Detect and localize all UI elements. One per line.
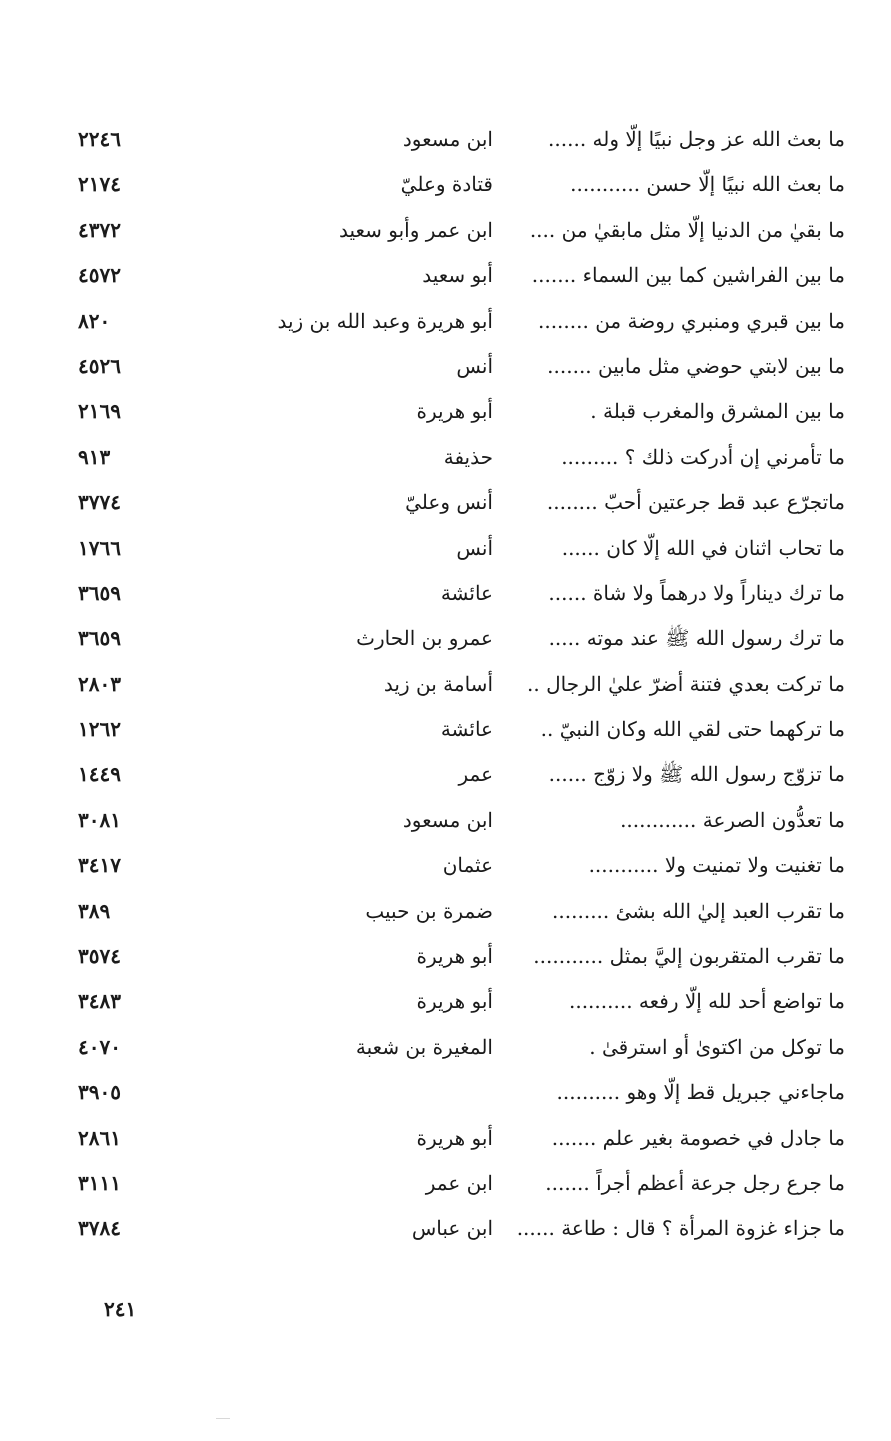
scan-artifact-mark bbox=[216, 1418, 230, 1419]
index-entry bbox=[0, 1071, 891, 1116]
narrator-name: أبو هريرة وعبد الله بن زيد bbox=[277, 308, 493, 333]
hadith-incipit: ما بين لابتي حوضي مثل مابين ....... bbox=[547, 353, 845, 378]
index-entry bbox=[0, 708, 891, 753]
index-entry bbox=[0, 254, 891, 299]
hadith-number: ١٢٦٢ bbox=[78, 717, 121, 742]
index-entry bbox=[0, 1207, 891, 1252]
hadith-incipit: ماجاءني جبريل قط إلَّا وهو .......... bbox=[556, 1080, 845, 1105]
hadith-number: ٣٤١٧ bbox=[78, 853, 121, 878]
narrator-name: ضمرة بن حبيب bbox=[365, 898, 493, 923]
hadith-incipit: ما بين المشرق والمغرب قبلة . bbox=[590, 399, 845, 424]
hadith-number: ٣٦٥٩ bbox=[78, 580, 121, 605]
index-entry bbox=[0, 980, 891, 1025]
hadith-number: ٢٨٠٣ bbox=[78, 671, 121, 696]
hadith-number: ٣٨٩ bbox=[78, 898, 111, 923]
hadith-incipit: ما تعدُّون الصرعة ............ bbox=[620, 807, 845, 832]
hadith-number: ٢١٦٩ bbox=[78, 399, 121, 424]
narrator-name: ابن عمر bbox=[425, 1170, 493, 1195]
narrator-name: قتادة وعليّ bbox=[400, 172, 493, 197]
index-entry bbox=[0, 844, 891, 889]
hadith-number: ٢٨٦١ bbox=[78, 1125, 121, 1150]
hadith-incipit: ما بعث الله نبيًا إلَّا حسن ........... bbox=[570, 172, 845, 197]
narrator-name: أبو هريرة bbox=[416, 989, 493, 1014]
hadith-incipit: ما ترك رسول الله ﷺ عند موته ..... bbox=[548, 626, 845, 651]
narrator-name: أبو هريرة bbox=[416, 944, 493, 969]
hadith-number: ٩١٣ bbox=[78, 444, 111, 469]
hadith-incipit: ما بين الفراشين كما بين السماء ....... bbox=[531, 263, 845, 288]
hadith-number: ٣٧٨٤ bbox=[78, 1216, 121, 1241]
hadith-number: ٣٧٧٤ bbox=[78, 490, 121, 515]
narrator-name: ابن مسعود bbox=[402, 127, 493, 151]
narrator-name: أسامة بن زيد bbox=[383, 671, 493, 696]
hadith-incipit: ما ترك ديناراً ولا درهماً ولا شاة ...... bbox=[548, 580, 845, 605]
hadith-number: ٣١١١ bbox=[78, 1170, 121, 1195]
index-entry bbox=[0, 300, 891, 345]
page-number: ٢٤١ bbox=[104, 1297, 137, 1321]
hadith-number: ٢١٧٤ bbox=[78, 172, 121, 197]
index-entry bbox=[0, 663, 891, 708]
hadith-incipit: ما توكل من اكتوىٰ أو استرقىٰ . bbox=[589, 1034, 845, 1059]
index-entry bbox=[0, 1117, 891, 1162]
hadith-incipit: ما تركت بعدي فتنة أضرّ عليٰ الرجال .. bbox=[527, 671, 845, 696]
index-entry bbox=[0, 118, 891, 163]
narrator-name: أبو سعيد bbox=[422, 263, 493, 288]
index-entry bbox=[0, 436, 891, 481]
index-entry bbox=[0, 209, 891, 254]
narrator-name: أبو هريرة bbox=[416, 1125, 493, 1150]
narrator-name: المغيرة بن شعبة bbox=[355, 1034, 493, 1059]
index-entry bbox=[0, 345, 891, 390]
hadith-incipit: ما جرع رجل جرعة أعظم أجراً ....... bbox=[545, 1170, 845, 1195]
narrator-name: عائشة bbox=[440, 580, 493, 605]
narrator-name: عثمان bbox=[442, 853, 493, 878]
index-entry bbox=[0, 799, 891, 844]
index-entry bbox=[0, 1162, 891, 1207]
narrator-name: أنس bbox=[456, 353, 493, 378]
hadith-number: ٤٥٧٢ bbox=[78, 263, 121, 288]
hadith-number: ٣٥٧٤ bbox=[78, 944, 121, 969]
hadith-number: ٣٠٨١ bbox=[78, 807, 121, 832]
narrator-name: ابن مسعود bbox=[402, 807, 493, 832]
hadith-number: ٢٢٤٦ bbox=[78, 127, 121, 151]
index-entry bbox=[0, 890, 891, 935]
hadith-incipit: ما تأمرني إن أدركت ذلك ؟ ......... bbox=[561, 444, 845, 469]
index-entry bbox=[0, 481, 891, 526]
hadith-number: ١٤٤٩ bbox=[78, 762, 121, 787]
narrator-name: عمر bbox=[458, 762, 493, 787]
narrator-name: ابن عباس bbox=[411, 1216, 493, 1241]
index-entry bbox=[0, 935, 891, 980]
narrator-name: عائشة bbox=[440, 717, 493, 742]
index-entry bbox=[0, 163, 891, 208]
hadith-number: ٤٣٧٢ bbox=[78, 217, 121, 242]
hadith-incipit: ما جزاء غزوة المرأة ؟ قال : طاعة ...... bbox=[516, 1216, 845, 1241]
narrator-name: ابن عمر وأبو سعيد bbox=[338, 217, 493, 242]
index-entry bbox=[0, 753, 891, 798]
index-entry bbox=[0, 527, 891, 572]
hadith-incipit: ما تزوّج رسول الله ﷺ ولا زوّج ...... bbox=[548, 762, 845, 787]
hadith-incipit: ما بين قبري ومنبري روضة من ........ bbox=[537, 308, 845, 333]
narrator-name: حذيفة bbox=[443, 444, 493, 469]
index-entry bbox=[0, 1026, 891, 1071]
hadith-incipit: ما تحاب اثنان في الله إلَّا كان ...... bbox=[561, 535, 845, 560]
hadith-number: ٨٢٠ bbox=[78, 308, 111, 333]
hadith-incipit: ماتجرّع عبد قط جرعتين أحبّ ........ bbox=[546, 490, 845, 515]
narrator-name: عمرو بن الحارث bbox=[356, 626, 493, 651]
narrator-name: أنس bbox=[456, 535, 493, 560]
hadith-number: ٣٤٨٣ bbox=[78, 989, 121, 1014]
index-entry bbox=[0, 617, 891, 662]
hadith-incipit: ما تقرب العبد إليٰ الله بشئ ......... bbox=[552, 898, 845, 923]
hadith-number: ٤٥٢٦ bbox=[78, 353, 121, 378]
hadith-incipit: ما بعث الله عز وجل نبيًا إلَّا وله ...... bbox=[548, 127, 845, 151]
hadith-incipit: ما تواضع أحد لله إلَّا رفعه .......... bbox=[568, 989, 845, 1014]
hadith-index-list bbox=[0, 118, 891, 1253]
hadith-incipit: ما بقيٰ من الدنيا إلَّا مثل مابقيٰ من .... bbox=[529, 217, 845, 242]
index-entry bbox=[0, 572, 891, 617]
hadith-number: ٣٩٠٥ bbox=[78, 1080, 121, 1105]
hadith-incipit: ما تركهما حتى لقي الله وكان النبيّ .. bbox=[540, 717, 845, 742]
index-entry bbox=[0, 390, 891, 435]
hadith-number: ٣٦٥٩ bbox=[78, 626, 121, 651]
narrator-name: أبو هريرة bbox=[416, 399, 493, 424]
hadith-number: ١٧٦٦ bbox=[78, 535, 121, 560]
hadith-incipit: ما جادل في خصومة بغير علم ....... bbox=[551, 1125, 845, 1150]
narrator-name: أنس وعليّ bbox=[405, 490, 493, 515]
hadith-incipit: ما تقرب المتقربون إليَّ بمثل ........... bbox=[533, 944, 845, 969]
hadith-incipit: ما تغنيت ولا تمنيت ولا ........... bbox=[588, 853, 845, 878]
hadith-number: ٤٠٧٠ bbox=[78, 1034, 121, 1059]
